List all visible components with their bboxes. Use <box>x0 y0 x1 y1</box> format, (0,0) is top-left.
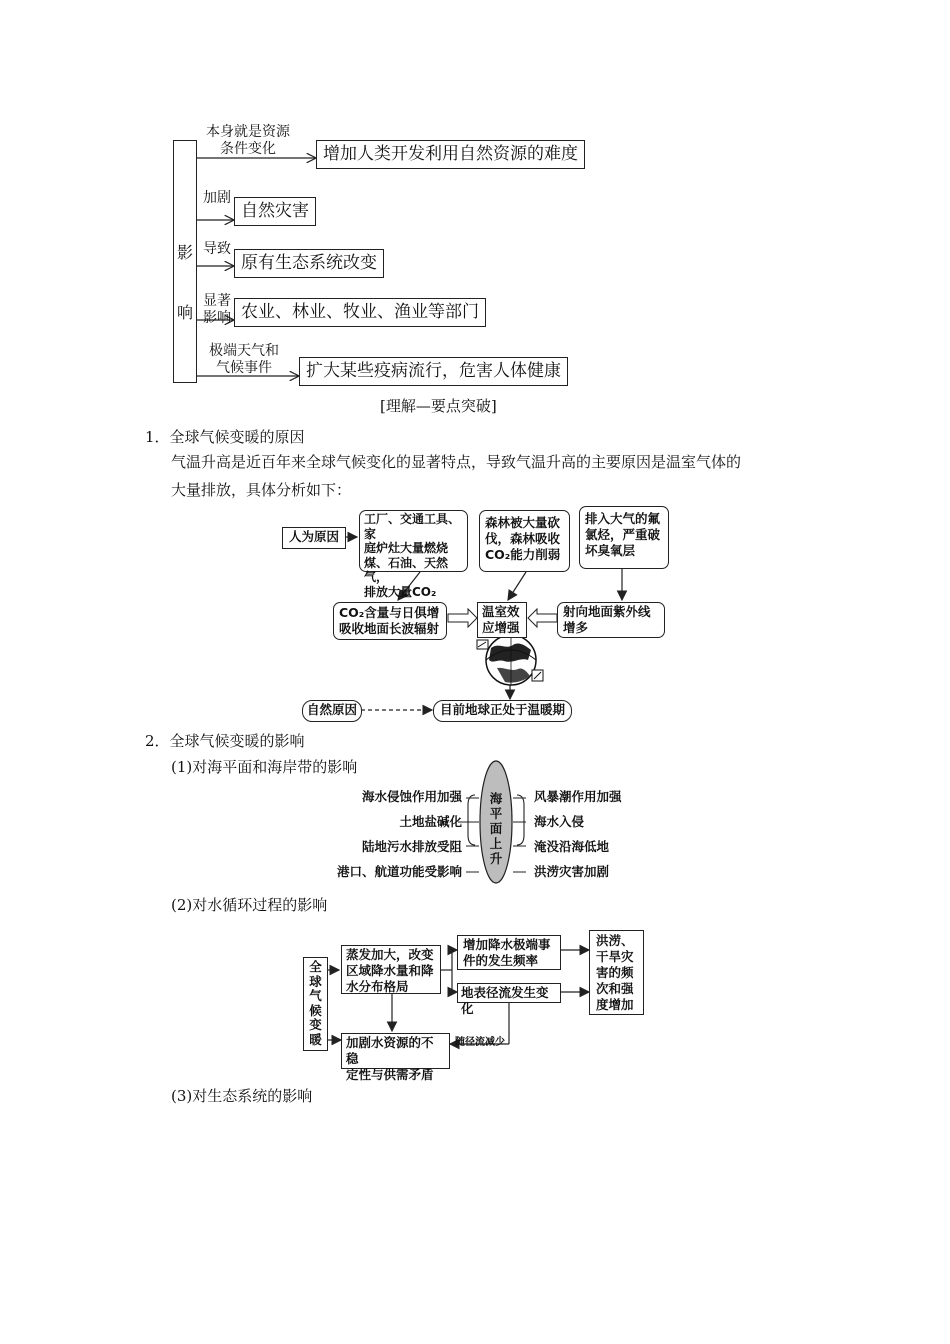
point2-sub3: (3)对生态系统的影响 <box>171 1087 313 1105</box>
impact-label-resource: 本身就是资源 条件变化 <box>206 124 290 157</box>
water-resources-box: 加剧水资源的不稳 定性与供需矛盾 <box>341 1033 450 1069</box>
impact-result-difficulty: 增加人类开发利用自然资源的难度 <box>316 140 585 169</box>
section-tag: [理解—要点突破] <box>380 397 497 415</box>
impact-result-sectors: 农业、林业、牧业、渔业等部门 <box>234 298 486 327</box>
cause-uv-box: 射向地面紫外线 增多 <box>557 602 665 638</box>
point1-paragraph-line1: 气温升高是近百年来全球气候变化的显著特点，导致气温升高的主要原因是温室气体的 <box>171 453 742 471</box>
water-source-box: 全 球 气 候 变 暖 <box>303 957 328 1051</box>
impact-result-ecosystem: 原有生态系统改变 <box>234 249 384 278</box>
point1-heading: 1．全球气候变暖的原因 <box>145 428 305 446</box>
sea-left-item: 港口、航道功能受影响 <box>336 864 462 879</box>
sea-left-item: 陆地污水排放受阻 <box>361 839 462 854</box>
impact-label-cause: 导致 <box>203 241 231 257</box>
sea-left-item: 海水侵蚀作用加强 <box>361 789 462 804</box>
point2-heading: 2．全球气候变暖的影响 <box>145 732 305 750</box>
impact-label-extreme: 极端天气和 气候事件 <box>209 343 279 376</box>
point2-sub1: (1)对海平面和海岸带的影响 <box>171 758 358 776</box>
impact-label-significant: 显著 影响 <box>203 293 231 326</box>
water-arrow-note: 随径流减少 <box>455 1037 505 1048</box>
sea-left-item: 土地盐碱化 <box>399 814 462 829</box>
cause-factories-box: 工厂、交通工具、家 庭炉灶大量燃烧 煤、石油、天然气， 排放大量CO₂ <box>359 510 468 572</box>
sea-right-item: 淹没沿海低地 <box>534 839 610 854</box>
water-runoff-box: 地表径流发生变化 <box>457 983 561 1003</box>
sea-right-item: 洪涝灾害加剧 <box>534 864 610 879</box>
cause-greenhouse-box: 温室效 应增强 <box>477 602 527 638</box>
sea-right-item: 风暴潮作用加强 <box>534 789 622 804</box>
cause-ozone-box: 排入大气的氟 氯烃，严重破 坏臭氧层 <box>579 506 669 569</box>
impact-title-char: 响 <box>176 303 193 322</box>
sea-center-label: 海 平 面 上 升 <box>489 791 503 866</box>
sea-right-item: 海水入侵 <box>534 814 585 829</box>
impact-label-intensify: 加剧 <box>203 190 231 206</box>
point2-sub2: (2)对水循环过程的影响 <box>171 896 328 914</box>
impact-result-disaster: 自然灾害 <box>234 197 316 226</box>
impact-result-health: 扩大某些疫病流行，危害人体健康 <box>299 357 568 386</box>
water-extreme-box: 增加降水极端事 件的发生频率 <box>457 935 561 970</box>
point1-paragraph-line2: 大量排放，具体分析如下： <box>171 481 352 499</box>
cause-human-box: 人为原因 <box>282 527 346 549</box>
cause-co2-box: CO₂含量与日俱增 吸收地面长波辐射 <box>333 602 447 640</box>
cause-forest-box: 森林被大量砍 伐，森林吸收 CO₂能力削弱 <box>479 510 570 572</box>
water-flood-box: 洪涝、 干旱灾 害的频 次和强 度增加 <box>589 930 644 1015</box>
cause-natural-box: 自然原因 <box>302 700 362 722</box>
water-evap-box: 蒸发加大，改变 区域降水量和降 水分布格局 <box>341 945 441 994</box>
impact-title-char: 影 <box>176 243 193 262</box>
cause-current-box: 目前地球正处于温暖期 <box>433 700 572 722</box>
